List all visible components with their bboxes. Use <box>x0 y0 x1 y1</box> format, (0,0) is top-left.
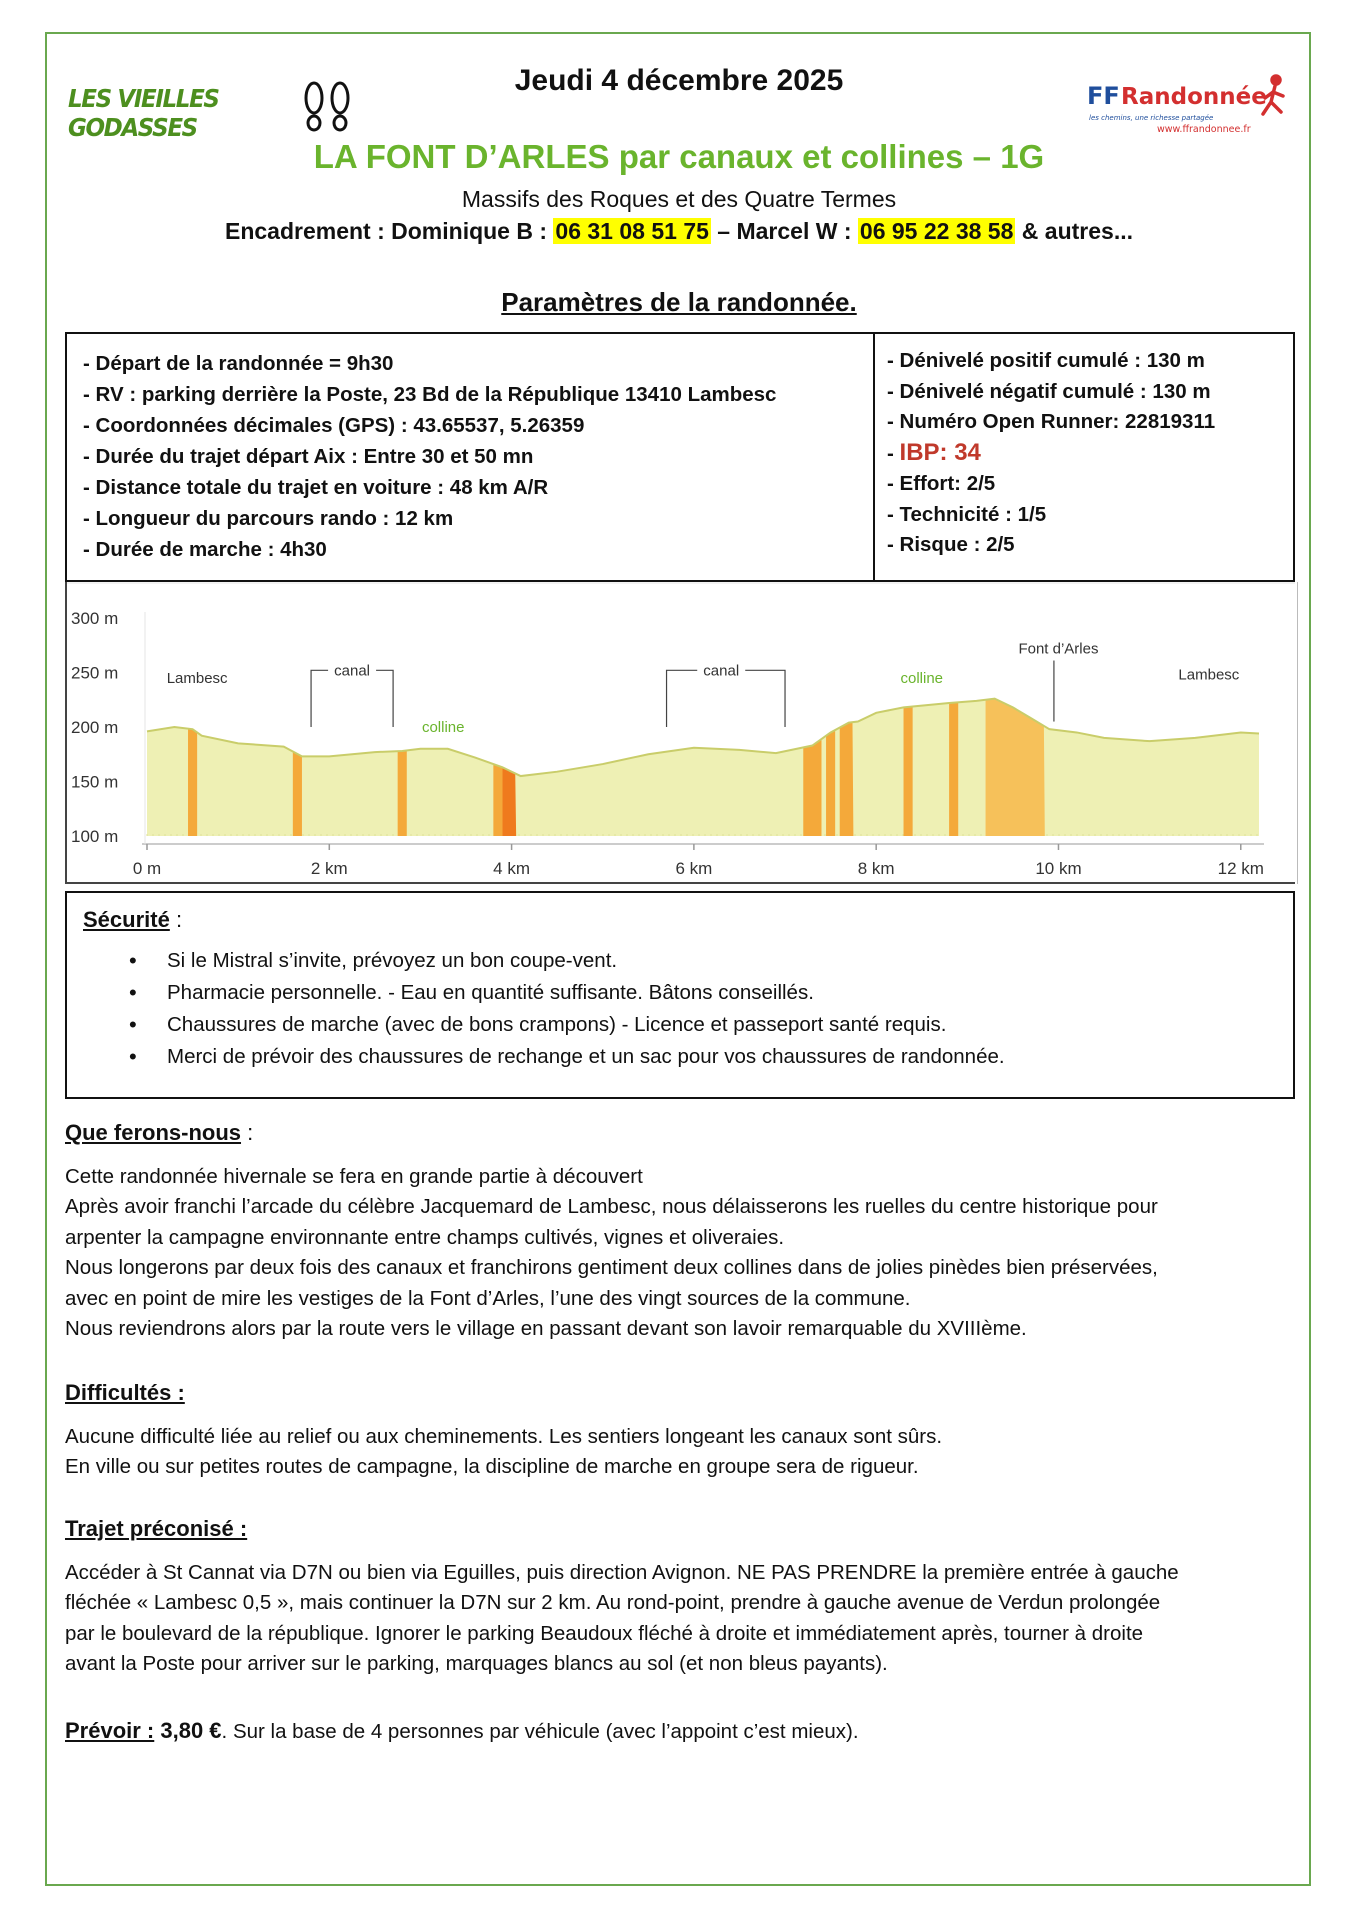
ffr-logo-ff: FF <box>1087 82 1120 110</box>
staff-middle: – Marcel W : <box>717 218 852 244</box>
profile-segment-orange <box>904 707 913 836</box>
y-tick-label: 100 m <box>71 827 119 846</box>
annotation-bracket-left <box>667 670 698 727</box>
what-heading: Que ferons-nous <box>65 1120 242 1145</box>
y-tick-label: 300 m <box>71 609 119 628</box>
safety-list <box>167 945 1005 1073</box>
difficulties-heading-line <box>65 1378 1300 1410</box>
safety-heading-suffix: : <box>169 907 183 932</box>
what-line: Après avoir franchi l’arcade du célèbre Jacquemard de Lambesc, nous délaisserons les ruelles du centre historique pour <box>65 1195 1158 1218</box>
safety-heading <box>83 907 182 933</box>
params-divider <box>873 334 875 580</box>
safety-item: • Chaussures de marche (avec de bons crampons) - Licence et passeport santé requis. <box>167 1009 1005 1041</box>
y-tick-label: 150 m <box>71 772 119 792</box>
param-meeting-point: - RV : parking derrière la Poste, 23 Bd de la République 13410 Lambesc <box>83 383 777 406</box>
param-technicity: - Technicité : 1/5 <box>887 502 1047 526</box>
x-tick-label: 8 km <box>857 859 895 878</box>
param-elevation-gain: - Dénivelé positif cumulé : 130 m <box>887 349 1205 372</box>
profile-segment-orange <box>293 752 302 836</box>
params-right-list <box>887 346 1215 561</box>
hike-subtitle: Massifs des Roques et des Quatre Termes <box>461 186 897 212</box>
route-heading: Trajet préconisé : <box>65 1516 248 1541</box>
annotation-label: canal <box>334 662 371 680</box>
what-line: Nous reviendrons alors par la route vers le village en passant devant son lavoir remarquable du XVIIIème. <box>65 1317 1027 1340</box>
cost-line <box>65 1716 1300 1748</box>
annotation-label: colline <box>421 719 465 736</box>
what-line: arpenter la campagne environnante entre champs cultivés, vignes et oliveraies. <box>65 1225 785 1249</box>
profile-segment-orange <box>826 730 835 836</box>
params-section-title: Paramètres de la randonnée. <box>501 287 857 317</box>
elevation-profile-chart <box>67 582 1295 884</box>
param-ibp-dash: - <box>887 441 900 465</box>
param-ibp <box>887 438 1215 470</box>
safety-box <box>65 891 1295 1099</box>
annotation-label: Lambesc <box>166 669 228 687</box>
annotation-bracket-right <box>745 670 785 727</box>
route-line: fléchée « Lambesc 0,5 », mais continuer la D7N sur 2 km. Au rond-point, prendre à gauche avenue de Verdun prolongée <box>65 1591 1161 1614</box>
ffr-logo-randonnee: Randonnée <box>1121 84 1267 110</box>
profile-segment-orange <box>803 739 821 836</box>
cost-rest: . Sur la base de 4 personnes par véhicule (avec l’appoint c’est mieux). <box>221 1720 859 1743</box>
elevation-chart-box <box>65 582 1298 884</box>
what-section <box>65 1118 1300 1345</box>
difficulties-section <box>65 1378 1300 1483</box>
ffrandonnee-logo-graphic <box>1085 72 1295 142</box>
route-line: Accéder à St Cannat via D7N ou bien via Eguilles, puis direction Avignon. NE PAS PRENDRE la première entrée à gauche <box>65 1560 1179 1584</box>
cost-amount: 3,80 € <box>154 1718 222 1743</box>
param-elevation-loss: - Dénivelé négatif cumulé : 130 m <box>887 379 1211 403</box>
phone-marcel: 06 95 22 38 58 <box>859 218 1014 244</box>
staff-suffix: & autres... <box>1021 218 1133 244</box>
params-left-list <box>83 348 776 565</box>
difficulties-line: Aucune difficulté liée au relief ou aux cheminements. Les sentiers longeant les canaux sont sûrs. <box>65 1424 943 1448</box>
ffr-logo-url: www.ffrandonnee.fr <box>1157 124 1251 135</box>
x-tick-label: 10 km <box>1035 859 1082 878</box>
param-drive-distance: - Distance totale du trajet en voiture : 48 km A/R <box>83 476 549 499</box>
profile-segment-orange <box>493 764 502 836</box>
what-heading-line <box>65 1118 1300 1150</box>
safety-item: • Pharmacie personnelle. - Eau en quantité suffisante. Bâtons conseillés. <box>167 977 1005 1009</box>
x-tick-label: 0 m <box>132 859 162 878</box>
params-table <box>65 332 1295 582</box>
param-gps: - Coordonnées décimales (GPS) : 43.65537, 5.26359 <box>83 414 585 437</box>
annotation-bracket-left <box>311 670 328 727</box>
hike-title: LA FONT D’ARLES par canaux et collines – 1G <box>313 138 1045 175</box>
param-departure: - Départ de la randonnée = 9h30 <box>83 352 394 375</box>
annotation-label: canal <box>703 662 740 680</box>
x-tick-label: 4 km <box>493 859 531 878</box>
route-section <box>65 1514 1300 1680</box>
profile-segment-orange <box>188 729 197 836</box>
param-openrunner-number: - Numéro Open Runner: 22819311 <box>887 410 1216 433</box>
x-tick-label: 12 km <box>1217 859 1264 878</box>
ffrandonnee-logo <box>1085 72 1295 142</box>
param-ibp-value: IBP: 34 <box>899 438 981 466</box>
staff-prefix: Encadrement : Dominique B : <box>224 218 548 244</box>
what-line: avec en point de mire les vestiges de la Font d’Arles, l’une des vingt sources de la commune. <box>65 1286 911 1310</box>
route-line: par le boulevard de la république. Ignorer le parking Beaudoux fléché à droite et immédiatement après, tourner à droite <box>65 1621 1144 1645</box>
profile-segment-orange <box>986 699 1045 836</box>
annotation-label: colline <box>900 669 944 687</box>
annotation-label: Font d’Arles <box>1018 640 1099 658</box>
ffr-logo-tagline: les chemins, une richesse partagée <box>1089 114 1214 122</box>
difficulties-line: En ville ou sur petites routes de campagne, la discipline de marche en groupe sera de rigueur. <box>65 1455 919 1478</box>
x-tick-label: 6 km <box>675 859 713 878</box>
param-effort: - Effort: 2/5 <box>887 472 996 495</box>
staff-line <box>0 218 1358 245</box>
profile-segment-orange <box>840 722 854 836</box>
route-heading-line <box>65 1514 1300 1546</box>
param-walk-duration: - Durée de marche : 4h30 <box>83 538 327 561</box>
difficulties-heading: Difficultés : <box>65 1380 185 1405</box>
safety-heading-text: Sécurité <box>83 907 170 932</box>
what-line: Nous longerons par deux fois des canaux et franchirons gentiment deux collines dans de jolies pinèdes bien préservées, <box>65 1256 1158 1279</box>
profile-segment-orange <box>398 750 407 836</box>
safety-item: • Merci de prévoir des chaussures de rechange et un sac pour vos chaussures de randonnée. <box>167 1041 1005 1073</box>
club-logo-text: LES VIEILLES GODASSES <box>68 84 219 142</box>
profile-segment-dark-orange <box>502 767 516 836</box>
param-drive-duration: - Durée du trajet départ Aix : Entre 30 et 50 mn <box>83 445 534 468</box>
param-risk: - Risque : 2/5 <box>887 533 1015 556</box>
what-heading-suffix: : <box>241 1120 254 1145</box>
route-line: avant la Poste pour arriver sur le parking, marquages blancs au sol (et non bleus payants). <box>65 1652 888 1675</box>
hike-date: Jeudi 4 décembre 2025 <box>514 64 844 97</box>
param-hike-length: - Longueur du parcours rando : 12 km <box>83 507 454 530</box>
annotation-bracket-right <box>376 670 393 727</box>
phone-dominique: 06 31 08 51 75 <box>555 218 709 244</box>
annotation-label: Lambesc <box>1178 666 1240 684</box>
y-tick-label: 200 m <box>71 718 119 737</box>
what-line: Cette randonnée hivernale se fera en grande partie à découvert <box>65 1164 643 1188</box>
cost-section <box>65 1716 1300 1748</box>
profile-area <box>147 699 1259 836</box>
safety-item: • Si le Mistral s’invite, prévoyez un bon coupe-vent. <box>167 945 1005 977</box>
x-tick-label: 2 km <box>310 859 348 878</box>
cost-label: Prévoir : <box>65 1718 155 1743</box>
y-tick-label: 250 m <box>71 663 119 683</box>
profile-segment-orange <box>949 702 958 836</box>
